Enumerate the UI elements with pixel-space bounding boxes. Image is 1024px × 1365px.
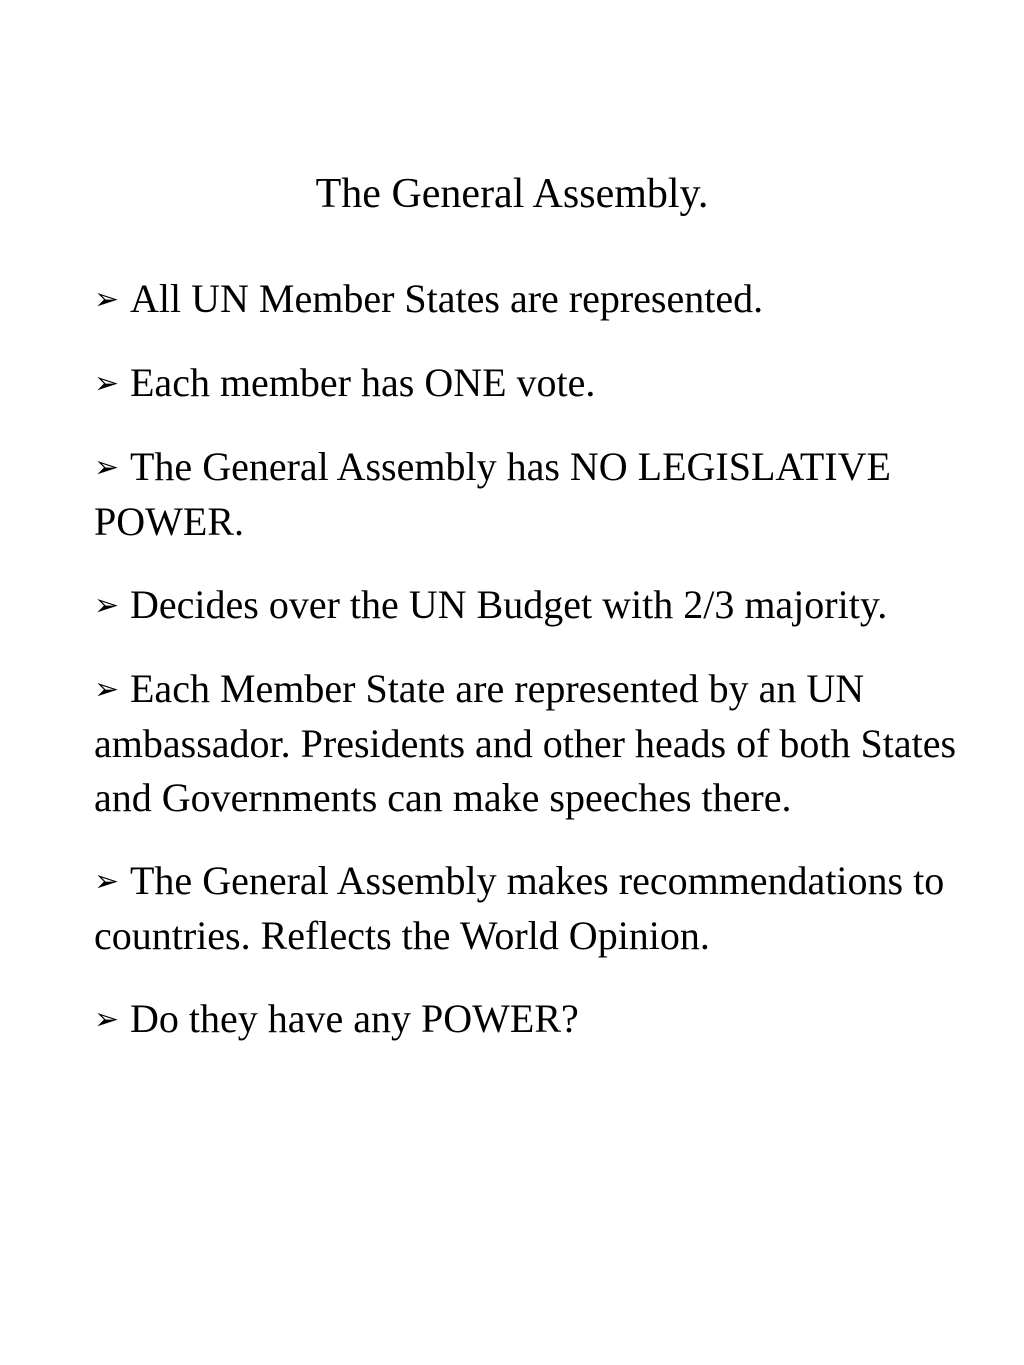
bullet-text: The General Assembly has NO LEGISLATIVE POWER. (94, 444, 891, 544)
arrow-bullet-icon: ➢ (94, 1002, 120, 1037)
bullet-text: Each Member State are represented by an UN ambassador. Presidents and other heads of both States and Governments can make speeches there. (94, 666, 957, 820)
arrow-bullet-icon: ➢ (94, 450, 120, 485)
arrow-bullet-icon: ➢ (94, 864, 120, 899)
bullet-item (94, 440, 964, 549)
bullet-item (94, 272, 964, 327)
bullet-item (94, 992, 964, 1047)
bullet-text: The General Assembly makes recommendations to countries. Reflects the World Opinion. (94, 858, 945, 958)
bullet-item (94, 854, 964, 963)
arrow-bullet-icon: ➢ (94, 588, 120, 623)
bullet-text: Do they have any POWER? (130, 996, 579, 1041)
bullet-text: Each member has ONE vote. (130, 360, 596, 405)
arrow-bullet-icon: ➢ (94, 366, 120, 401)
bullet-list (94, 272, 964, 1076)
bullet-item (94, 578, 964, 633)
slide-title: The General Assembly. (315, 171, 709, 217)
bullet-item (94, 356, 964, 411)
arrow-bullet-icon: ➢ (94, 282, 120, 317)
bullet-text: All UN Member States are represented. (130, 276, 764, 321)
arrow-bullet-icon: ➢ (94, 672, 120, 707)
bullet-text: Decides over the UN Budget with 2/3 majority. (130, 582, 888, 627)
bullet-item (94, 662, 964, 825)
